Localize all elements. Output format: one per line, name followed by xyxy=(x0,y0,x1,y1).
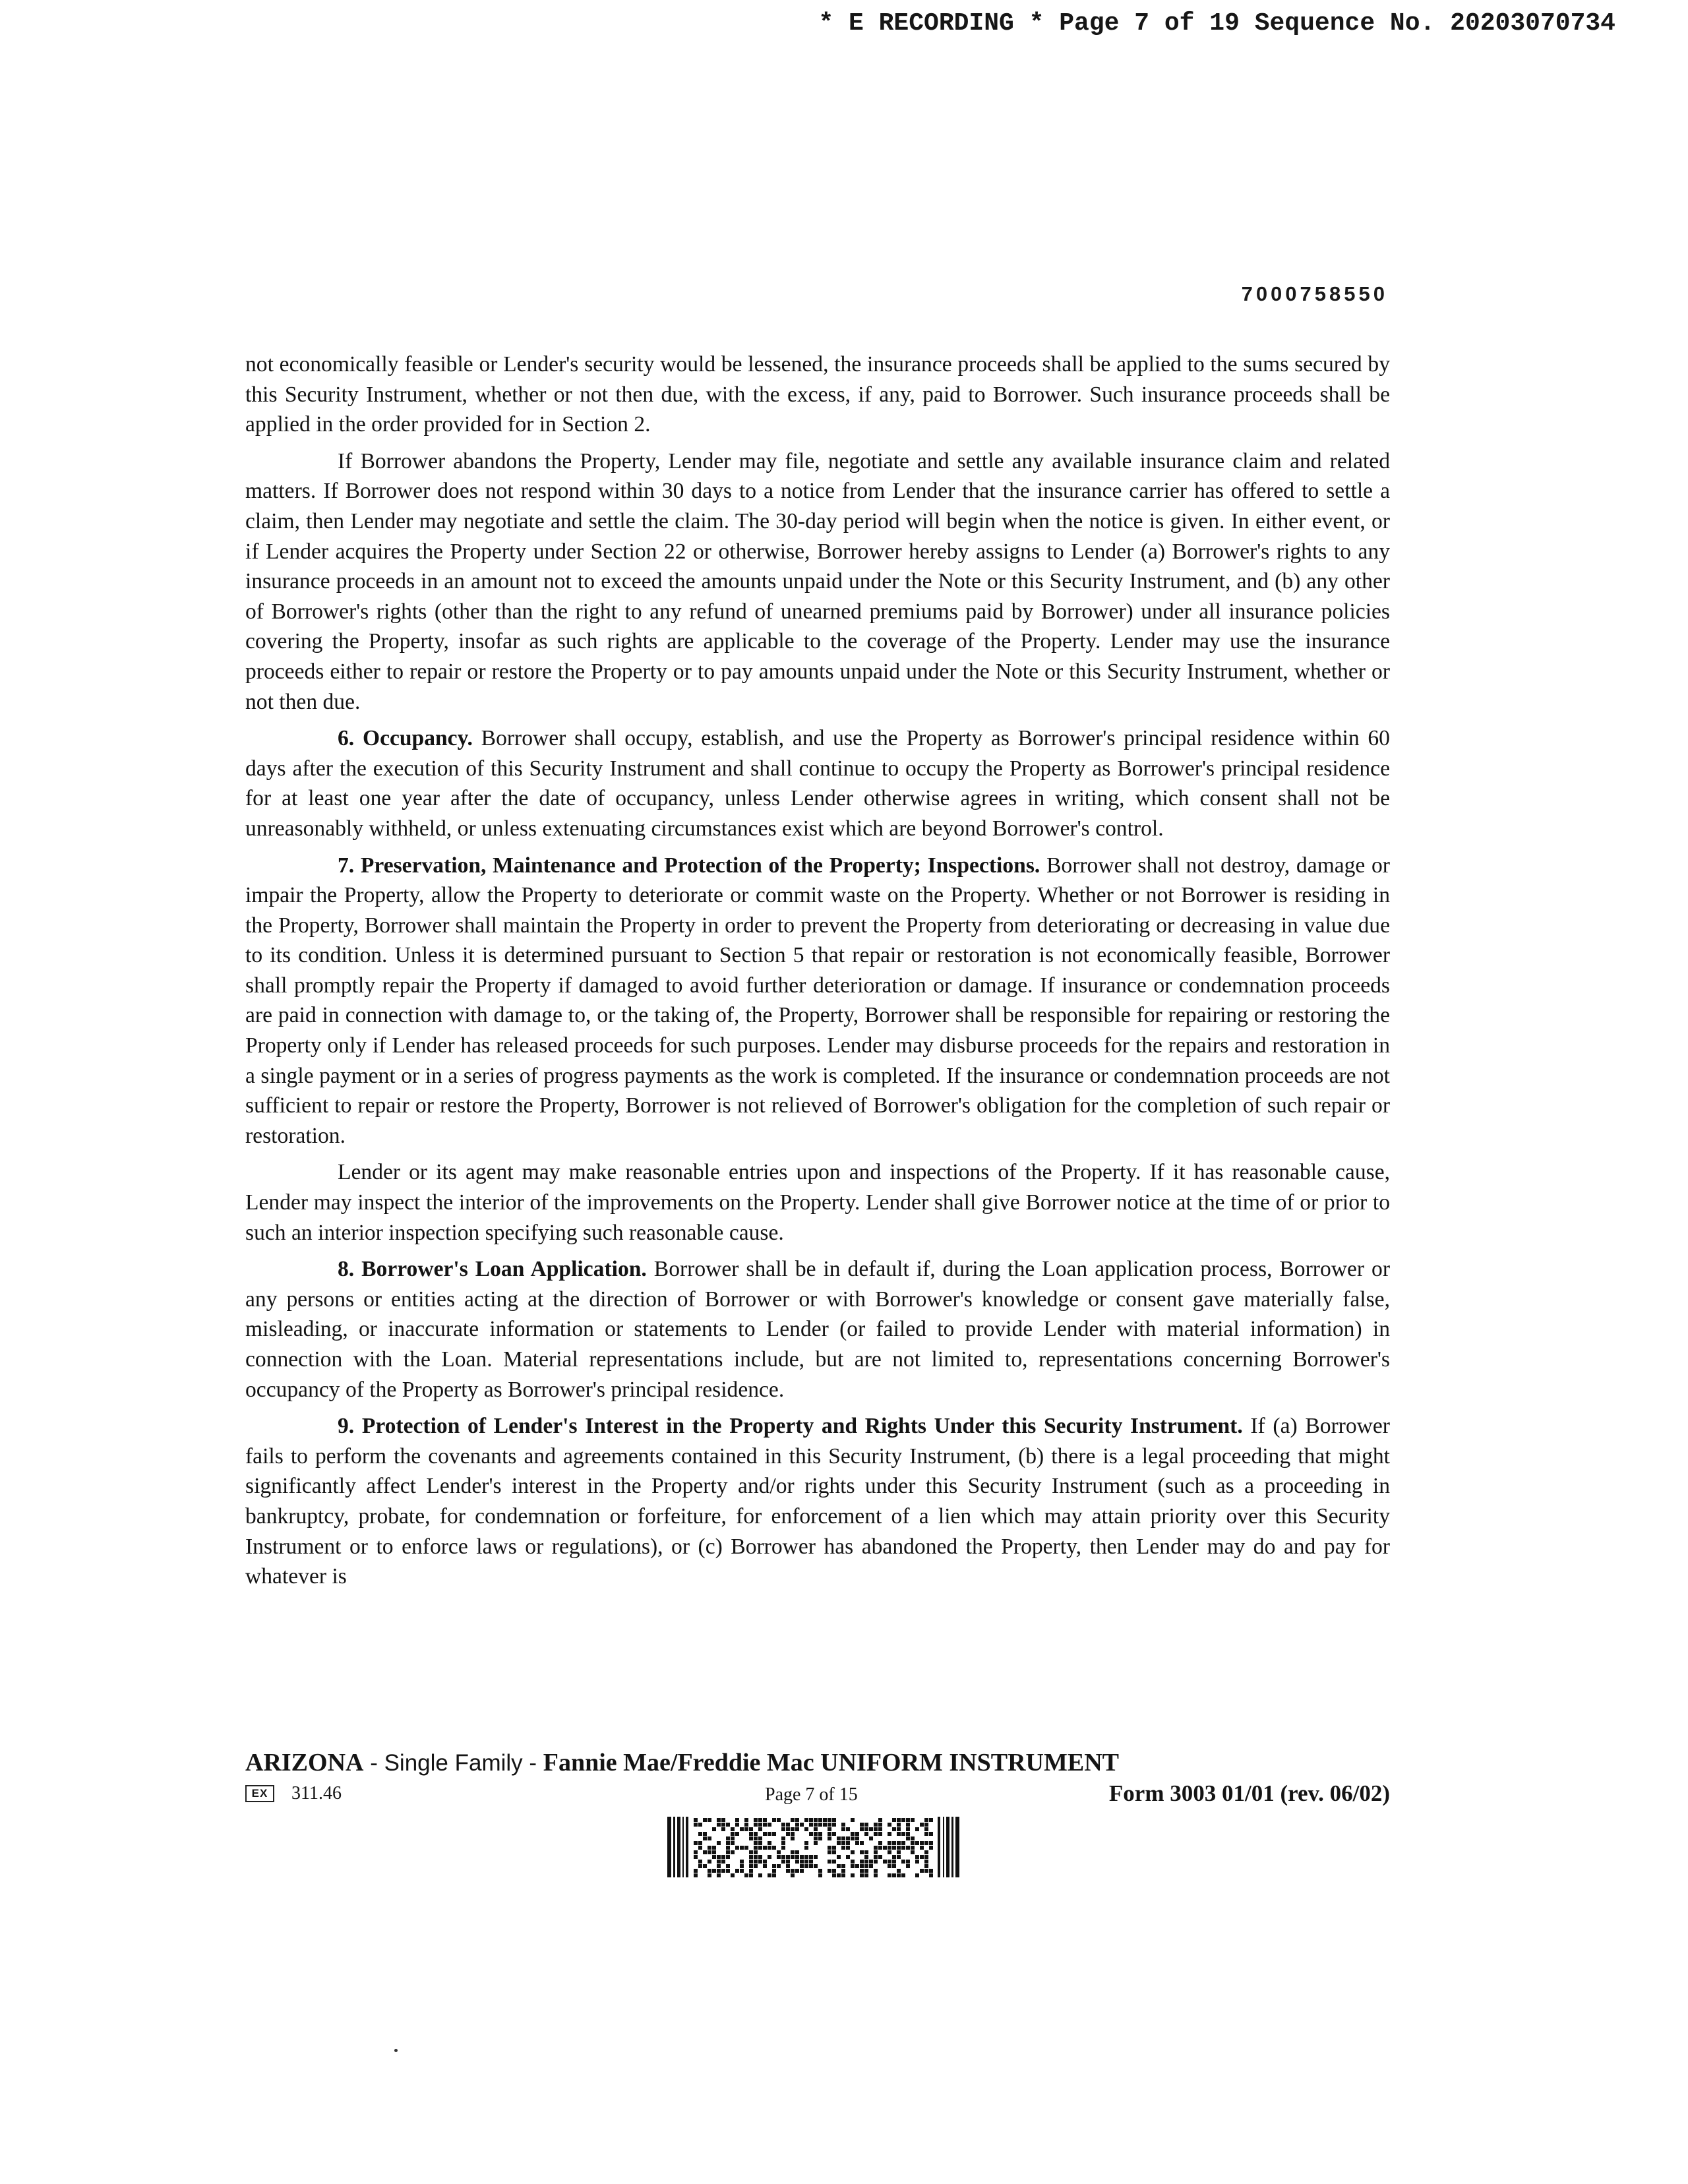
barcode-icon xyxy=(667,1817,960,1877)
footer-separator: - xyxy=(522,1750,543,1776)
paragraph-inspections: Lender or its agent may make reasonable entries upon and inspections of the Property. If it has reasonable cause, Lender may inspect the interior of the improvements on the Property. Lender shall give Borrower notice at the time of or prior to such an interior inspection specifying such reasonable cause. xyxy=(245,1160,1390,1245)
footer-family: Single Family xyxy=(384,1750,523,1776)
section-6-heading: 6. Occupancy. xyxy=(338,726,473,751)
paragraph-abandonment: If Borrower abandons the Property, Lender may file, negotiate and settle any available insurance claim and related matters. If Borrower does not respond within 30 days to a notice from Lender that the insurance carrier has offered to settle a claim, then Lender may negotiate and settle the claim. The 30-day period will begin when the notice is given. In either event, or if Lender acquires the Property under Section 22 or otherwise, Borrower hereby assigns to Lender (a) Borrower's rights to any insurance proceeds in an amount not to exceed the amounts unpaid under the Note or this Security Instrument, and (b) any other of Borrower's rights (other than the right to any refund of unearned premiums paid by Borrower) under all insurance policies covering the Property, insofar as such rights are applicable to the coverage of the Property. Lender may use the insurance proceeds either to repair or restore the Property or to pay amounts unpaid under the Note or this Security Instrument, whether or not then due. xyxy=(245,448,1390,714)
document-body xyxy=(245,349,1390,1592)
section-7-heading: 7. Preservation, Maintenance and Protection of the Property; Inspections. xyxy=(338,853,1040,878)
footer-instrument: Fannie Mae/Freddie Mac UNIFORM INSTRUMENT xyxy=(543,1749,1119,1776)
section-9-protection xyxy=(245,1411,1390,1592)
section-9-heading: 9. Protection of Lender's Interest in the Property and Rights Under this Security Instrument. xyxy=(338,1414,1243,1439)
footer-meta xyxy=(245,1780,1390,1809)
form-number: Form 3003 01/01 (rev. 06/02) xyxy=(1108,1780,1390,1806)
section-8-heading: 8. Borrower's Loan Application. xyxy=(338,1257,647,1282)
scan-speck xyxy=(394,2049,398,2052)
section-8-loan-application xyxy=(245,1254,1390,1405)
section-9-text: If (a) Borrower fails to perform the covenants and agreements contained in this Security Instrument, (b) there is a legal proceeding that might significantly affect Lender's interest in the Property and/or rights under this Security Instrument (such as a proceeding in bankruptcy, probate, for condemnation or forfeiture, for enforcement of a lien which may attain priority over this Security Instrument or to enforce laws or regulations), or (c) Borrower has abandoned the Property, then Lender may do and pay for whatever is xyxy=(245,1414,1390,1589)
vendor-code: 311.46 xyxy=(291,1783,342,1804)
section-6-occupancy xyxy=(245,723,1390,843)
footer-state: ARIZONA xyxy=(245,1749,364,1776)
section-6-text: Borrower shall occupy, establish, and use the Property as Borrower's principal residence within 60 days after the execution of this Security Instrument and shall continue to occupy the Property as Borrower's principal residence for at least one year after the date of occupancy, unless Lender otherwise agrees in writing, which consent shall not be unreasonably withheld, or unless extenuating circumstances exist which are beyond Borrower's control. xyxy=(245,726,1390,841)
footer-instrument-title xyxy=(245,1748,1119,1777)
page-number: Page 7 of 15 xyxy=(765,1784,858,1805)
loan-number: 7000758550 xyxy=(1241,282,1388,305)
paragraph-insurance-proceeds: not economically feasible or Lender's security would be lessened, the insurance proceeds shall be applied to the sums secured by this Security Instrument, whether or not then due, with the excess, if any, paid to Borrower. Such insurance proceeds shall be applied in the order provided for in Section 2. xyxy=(245,352,1390,437)
section-7-text: Borrower shall not destroy, damage or impair the Property, allow the Property to deteriorate or commit waste on the Property. Whether or not Borrower is residing in the Property, Borrower shall maintain the Property in order to prevent the Property from deteriorating or decreasing in value due to its condition. Unless it is determined pursuant to Section 5 that repair or restoration is not economically feasible, Borrower shall promptly repair the Property if damaged to avoid further deterioration or damage. If insurance or condemnation proceeds are paid in connection with damage to, or the taking of, the Property, Borrower shall be responsible for repairing or restoring the Property only if Lender has released proceeds for such purposes. Lender may disburse proceeds for the repairs and restoration in a single payment or in a series of progress payments as the work is completed. If the insurance or condemnation proceeds are not sufficient to repair or restore the Property, Borrower is not relieved of Borrower's obligation for the completion of such repair or restoration. xyxy=(245,853,1390,1148)
recording-stamp: * E RECORDING * Page 7 of 19 Sequence No. 20203070734 xyxy=(818,9,1615,38)
section-7-preservation xyxy=(245,851,1390,1151)
vendor-logo-icon: EX xyxy=(245,1785,274,1802)
section-8-text: Borrower shall be in default if, during the Loan application process, Borrower or any persons or entities acting at the direction of Borrower or with Borrower's knowledge or consent gave materially false, misleading, or inaccurate information or statements to Lender (or failed to provide Lender with material information) in connection with the Loan. Material representations include, but are not limited to, representations concerning Borrower's occupancy of the Property as Borrower's principal residence. xyxy=(245,1257,1391,1402)
footer-separator: - xyxy=(363,1750,384,1776)
footer-vendor xyxy=(245,1783,342,1804)
